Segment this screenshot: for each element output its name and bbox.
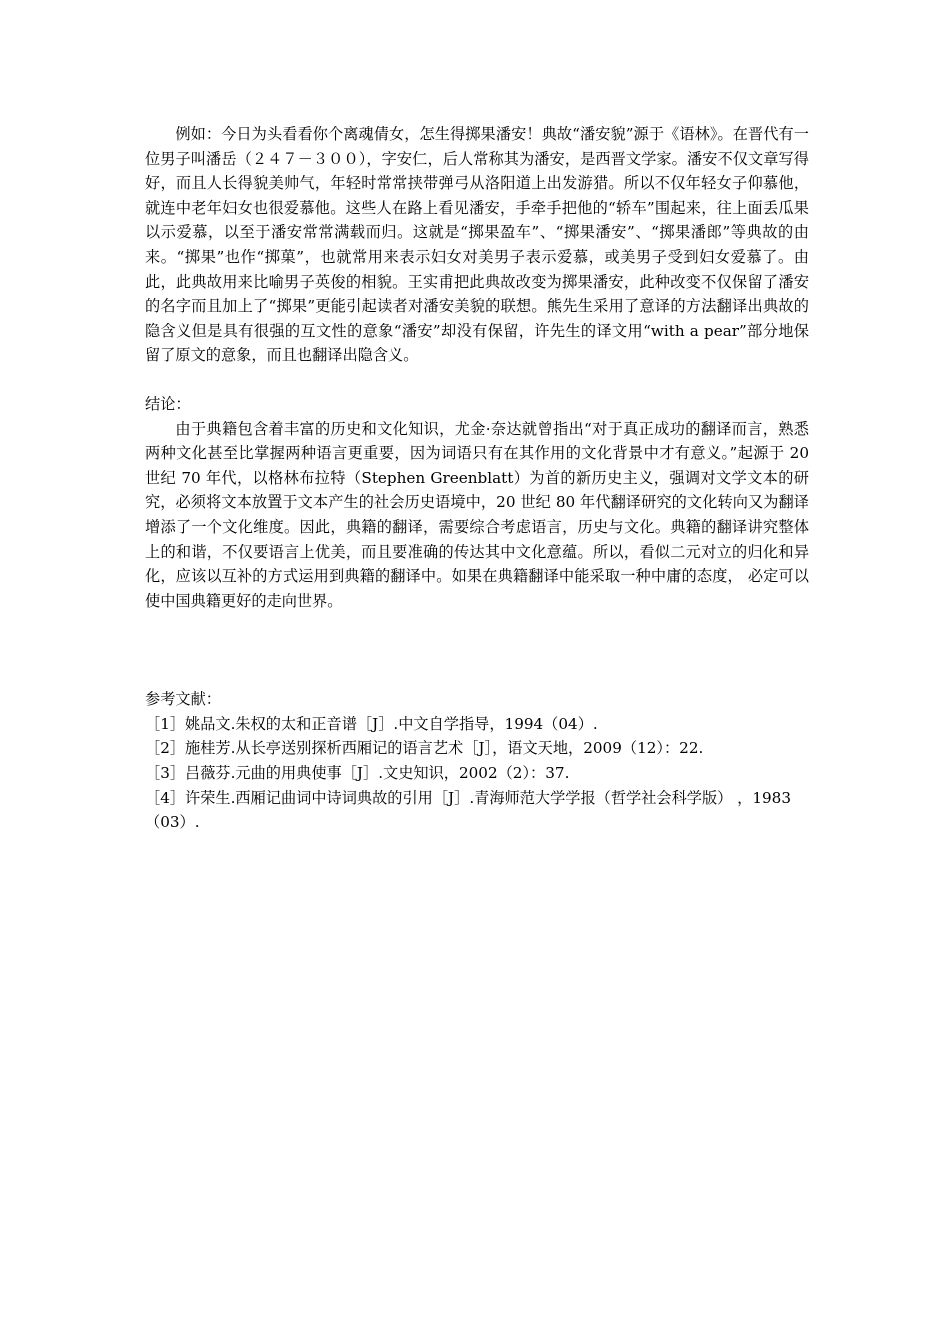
references-list bbox=[145, 712, 809, 835]
reference-item: ［2］施桂芳.从长亭送别探析西厢记的语言艺术［J］，语文天地，2009（12）：22. bbox=[145, 739, 704, 758]
reference-item: ［3］吕薇芬.元曲的用典使事［J］.文史知识，2002（2）：37. bbox=[145, 764, 570, 783]
spacer bbox=[145, 613, 809, 687]
reference-item: ［1］姚品文.朱权的太和正音谱［J］.中文自学指导，1994（04）. bbox=[145, 714, 598, 733]
references-heading: 参考文献： bbox=[145, 690, 221, 709]
example-paragraph: 例如：今日为头看看你个离魂倩女，怎生得掷果潘安！典故“潘安貌”源于《语林》。在晋代有一位男子叫潘岳（２４７－３００），字安仁，后人常称其为潘安，是西晋文学家。潘安不仅文章写得好，而且人长得貌美帅气，年轻时常常挟带弹弓从洛阳道上出发游猎。所以不仅年轻女子仰慕他，就连中老年妇女也很爱慕他。这些人在路上看见潘安，手牵手把他的“轿车”围起来，往上面丢瓜果以示爱慕，以至于潘安常常满载而归。这就是“掷果盈车”、“掷果潘安”、“掷果潘郎”等典故的由来。“掷果”也作“掷菓”，也就常用来表示妇女对美男子表示爱慕，或美男子受到妇女爱慕了。由此，此典故用来比喻男子英俊的相貌。王实甫把此典故改变为掷果潘安，此种改变不仅保留了潘安的名字而且加上了“掷果”更能引起读者对潘安美貌的联想。熊先生采用了意译的方法翻译出典故的隐含义但是具有很强的互文性的意象“潘安”却没有保留，许先生的译文用“with a pear”部分地保留了原文的意象，而且也翻译出隐含义。 bbox=[145, 125, 809, 365]
conclusion-heading: 结论： bbox=[145, 394, 191, 413]
reference-item: ［4］许荣生.西厢记曲词中诗词典故的引用［J］.青海师范大学学报（哲学社会科学版） ，1983（03）. bbox=[145, 788, 792, 832]
document-page bbox=[145, 122, 809, 835]
spacer bbox=[145, 368, 809, 392]
conclusion-paragraph: 由于典籍包含着丰富的历史和文化知识，尤金·奈达就曾指出“对于真正成功的翻译而言，熟悉两种文化甚至比掌握两种语言更重要，因为词语只有在其作用的文化背景中才有意义。”起源于 20 世纪 70 年代，以格林布拉特（Stephen Greenblatt）为首的新历史主义，强调对文学文本的研究，必须将文本放置于文本产生的社会历史语境中，20 世纪 80 年代翻译研究的文化转向又为翻译增添了一个文化维度。因此，典籍的翻译，需要综合考虑语言，历史与文化。典籍的翻译讲究整体上的和谐，不仅要语言上优美，而且要准确的传达其中文化意蕴。所以，看似二元对立的归化和异化，应该以互补的方式运用到典籍的翻译中。如果在典籍翻译中能采取一种中庸的态度， 必定可以使中国典籍更好的走向世界。 bbox=[145, 419, 809, 610]
